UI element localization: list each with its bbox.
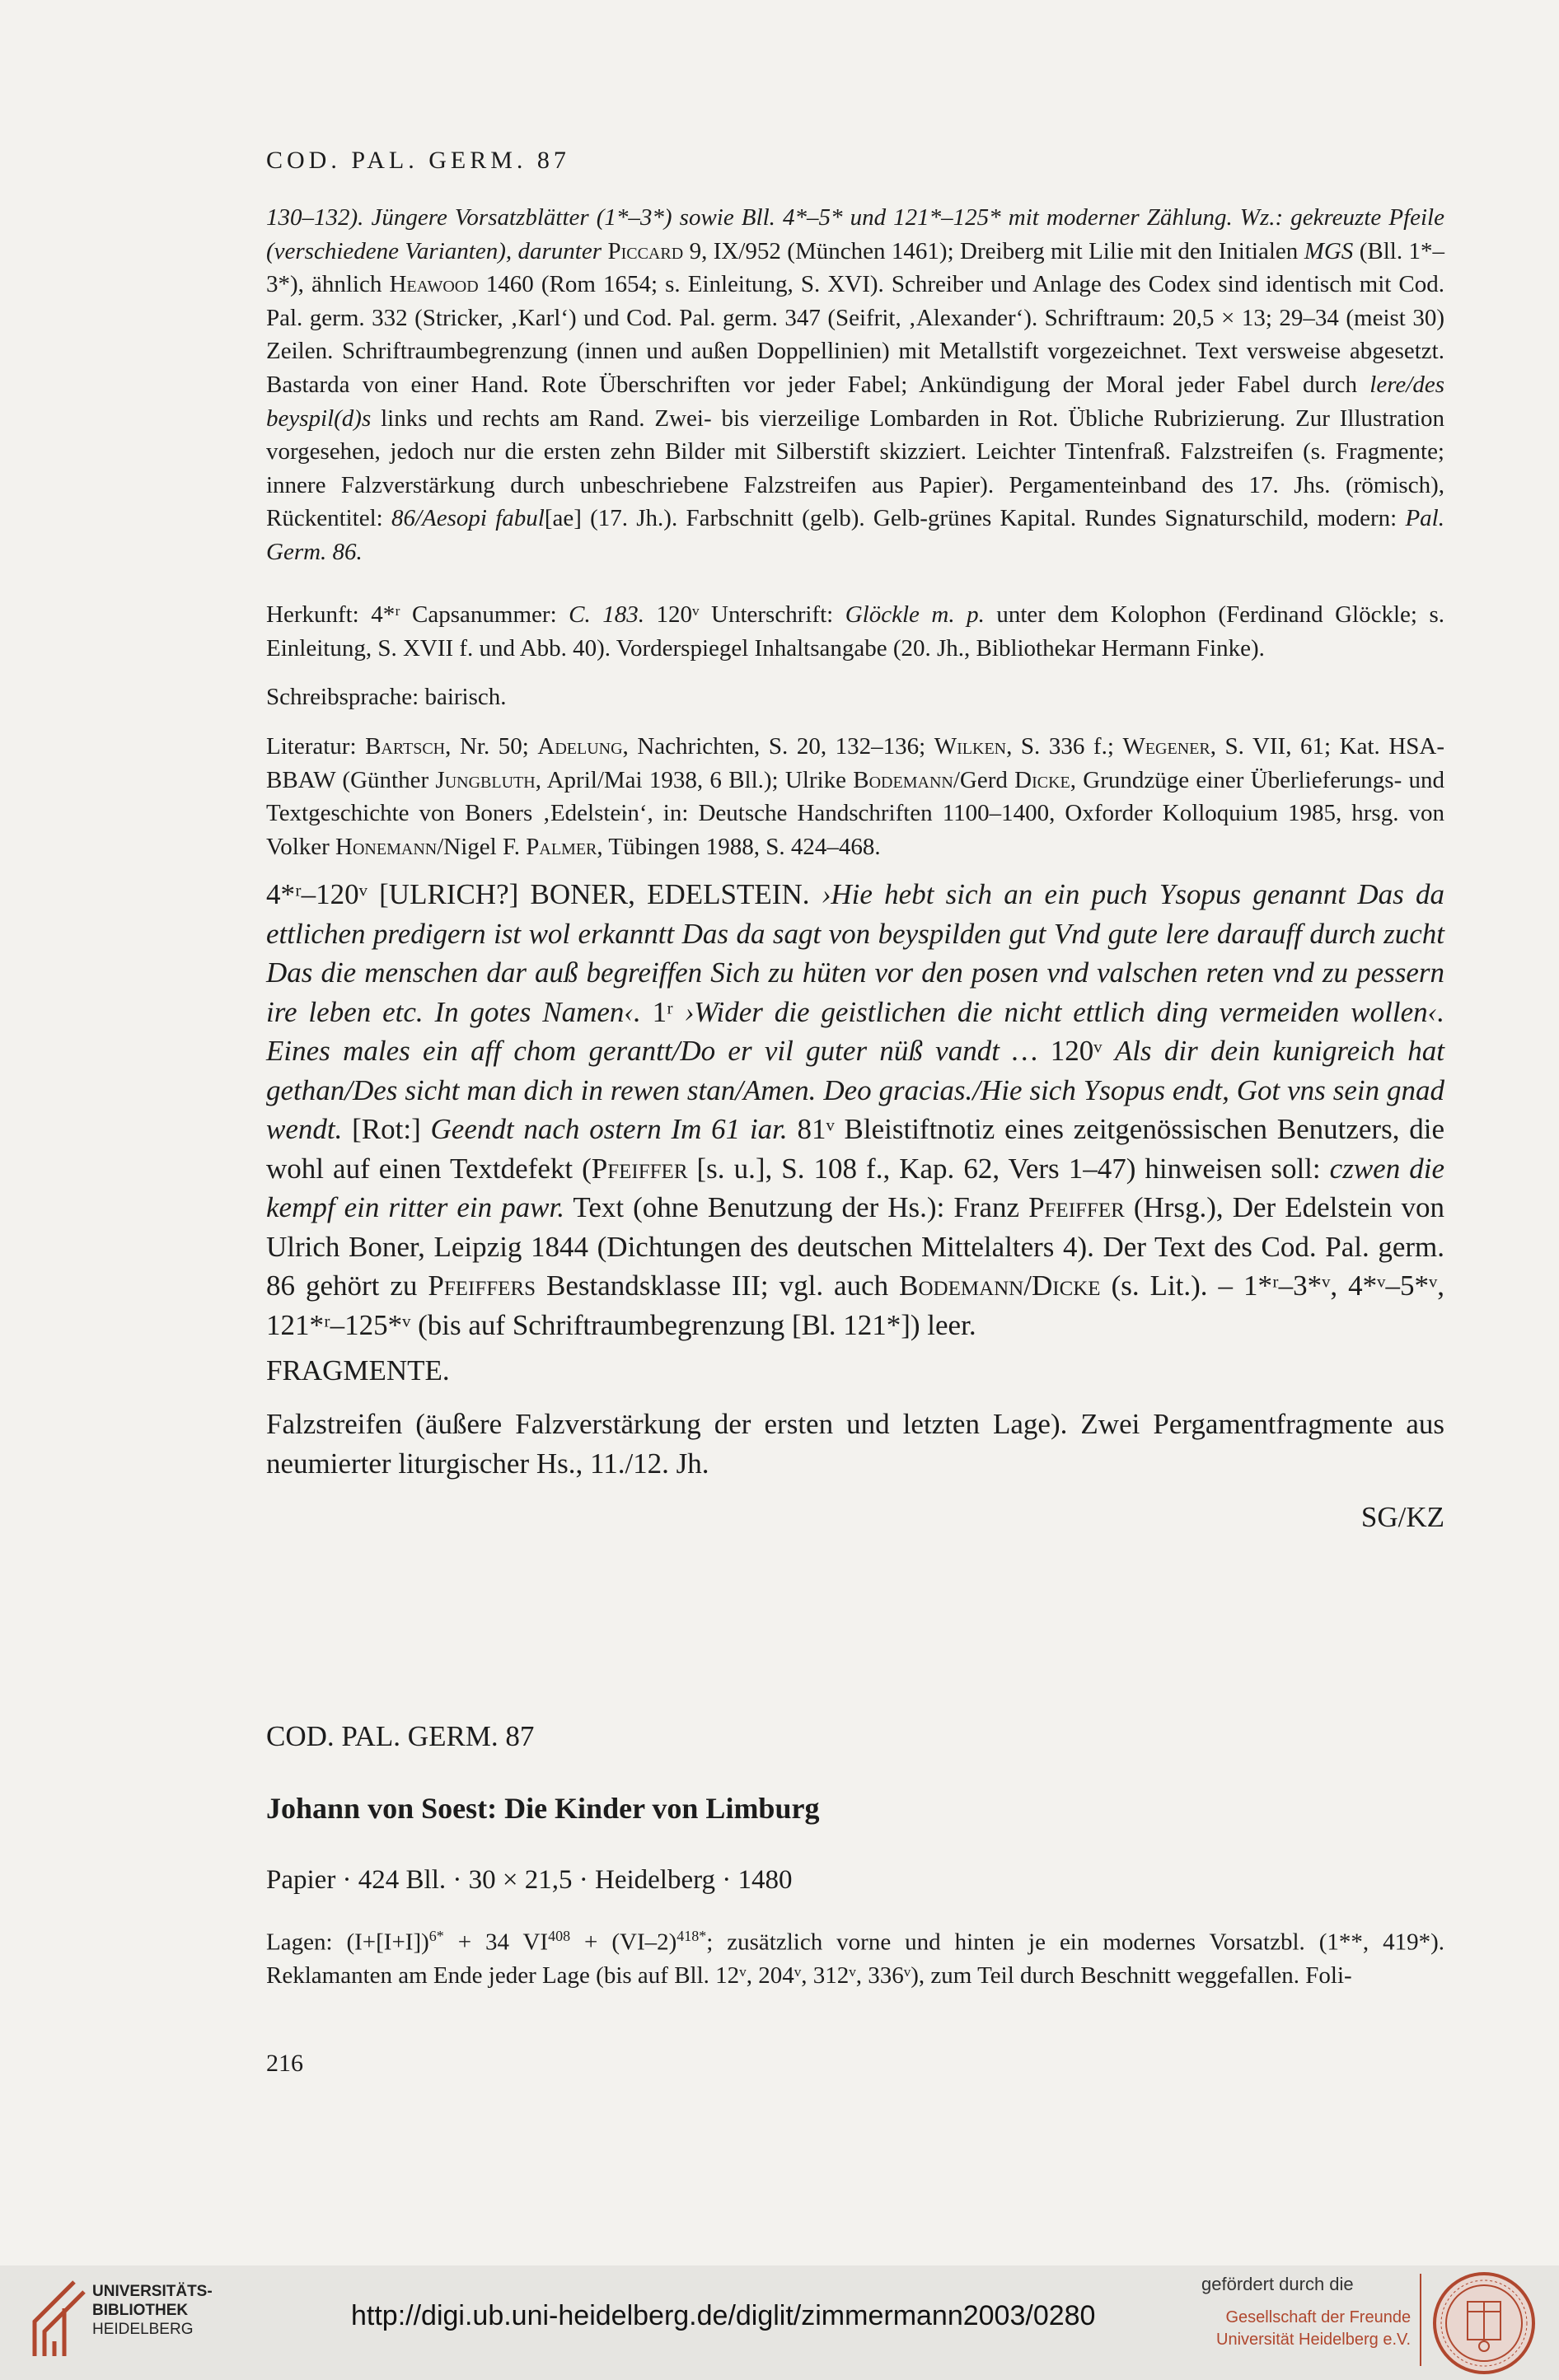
language-paragraph: Schreibsprache: bairisch. — [266, 684, 507, 710]
text-run: (s. Lit.). – 1*ʳ–3*ᵛ, 4*ᵛ–5*ᵛ, 121*ʳ–125*ᵛ (bis auf Schriftraumbegrenzung [Bl. 121*]) leer. — [266, 1269, 1444, 1341]
author-name: Pfeiffers — [428, 1269, 536, 1302]
provenance-paragraph — [266, 598, 1444, 665]
author-name: Jungbluth — [435, 766, 536, 793]
fragments-heading: FRAGMENTE. — [266, 1354, 450, 1386]
initials: MGS — [1304, 237, 1354, 264]
permalink[interactable]: http://digi.ub.uni-heidelberg.de/diglit/zimmermann2003/0280 — [351, 2300, 1096, 2331]
author-name: Wegener — [1122, 733, 1210, 760]
quoted-term: lere/des beyspil(d)s — [266, 371, 1444, 432]
text-run: ; zusätzlich vorne und hinten je ein modernes Vorsatzbl. (1**, 419*). Reklamanten am Ende jeder Lage (bis auf Bll. 12ᵛ, 204ᵛ, 312ᵛ, 336ᵛ), zum Teil durch Beschnitt weggefallen. Foli- — [266, 1929, 1444, 1990]
text-run: Lagen: (I+[I+I]) — [266, 1929, 429, 1956]
author-name: Bodemann — [899, 1269, 1024, 1302]
contents-paragraph — [266, 875, 1444, 1344]
colophon-text: Geendt nach ostern Im 61 iar. — [430, 1113, 788, 1145]
entry-meta: Papier · 424 Bll. · 30 × 21,5 · Heidelberg · 1480 — [266, 1865, 793, 1895]
literature-paragraph — [266, 730, 1444, 863]
author-name: Palmer — [526, 833, 597, 860]
text-run: 1ʳ — [640, 995, 685, 1028]
footer-divider — [1420, 2274, 1421, 2366]
explicit-text: Als dir dein kunigreich hat gethan/Des sicht man dich in rewen stan/Amen. Deo gracias./Hie sich Ysopus endt, Got vns sein gnad wendt. — [266, 1035, 1444, 1145]
text-run: , Grundzüge einer Überlieferungs- und Textgeschichte von Boners ‚Edelstein‘, in: Deutsche Handschriften 1100–1400, Oxforder Kolloquium 1985, hrsg. von Volker — [266, 766, 1445, 860]
text-run: 9, IX/952 (München 1461); Dreiberg mit Lilie mit den Initialen — [683, 237, 1304, 264]
text-run: + (VI–2) — [570, 1929, 677, 1956]
author-name: Dicke — [1014, 766, 1070, 793]
spine-title: 86/Aesopi fabul — [391, 505, 545, 532]
text-run: Herkunft: 4*ʳ Capsanummer: — [266, 601, 569, 628]
superscript: 418* — [677, 1928, 707, 1944]
text-run: (Bll. 1*–3*), ähnlich — [266, 237, 1444, 298]
library-logo-icon — [16, 2275, 92, 2363]
running-head: COD. PAL. GERM. 87 — [266, 147, 570, 174]
text-run: , Nachrichten, S. 20, 132–136; — [622, 733, 934, 760]
superscript: 408 — [548, 1928, 571, 1944]
sponsor-name-line: Gesellschaft der Freunde — [1225, 2308, 1412, 2326]
text-run: 120ᵛ Unterschrift: — [644, 601, 845, 628]
incipit-text: ›Hie hebt sich an ein puch Ysopus genannt Das da ettlichen predigern ist wol erkanntt Das da sagt von beyspilden gut Vnd gute lere darauff durch zucht Das die menschen dar auß begreiffen Sich zu hüten vor den posen vnd valschen reten vnd zu pessern ire leben etc. In gotes Namen‹. — [266, 878, 1444, 1028]
text-run: 1460 (Rom 1654; s. Einleitung, S. XVI). Schreiber und Anlage des Codex sind identisch mit Cod. Pal. germ. 332 (Stricker, ‚Karl‘) und Cod. Pal. germ. 347 (Seifrit, ‚Alexander‘). Schriftraum: 20,5 × 13; 29–34 (meist 30) Zeilen. Schriftraumbegrenzung (innen und außen Doppellinien) mit Metallstift vorgezeichnet. Text versweise abgesetzt. Bastarda von einer Hand. Rote Überschriften vor jeder Fabel; Ankündigung der Moral jeder Fabel durch — [266, 271, 1444, 398]
library-name-line: UNIVERSITÄTS- — [92, 2283, 213, 2300]
author-name: Pfeiffer — [1028, 1191, 1125, 1223]
text-run: (Hrsg.), Der Edelstein von Ulrich Boner, Leipzig 1844 (Dichtungen des deutschen Mittelalters 4). Der Text des Cod. Pal. germ. 86 gehört zu — [266, 1191, 1444, 1302]
text-run: /Nigel F. — [437, 833, 527, 860]
text-run: , April/Mai 1938, 6 Bll.); Ulrike — [535, 766, 854, 793]
text-run: [s. u.], S. 108 f., Kap. 62, Vers 1–47) hinweisen soll: — [687, 1152, 1330, 1185]
author-name: Bodemann — [853, 766, 953, 793]
entry-title: Johann von Soest: Die Kinder von Limburg — [266, 1792, 820, 1825]
author-name: Bartsch — [365, 733, 446, 760]
author-name: Dicke — [1031, 1269, 1101, 1302]
text-run: Bestandsklasse III; vgl. auch — [536, 1269, 900, 1302]
shelfmark-label: Pal. Germ. 86. — [266, 505, 1444, 565]
sponsor-name — [1216, 2307, 1411, 2351]
incipit-text: ›Wider die geistlichen die nicht ettlich ding vermeiden wollen‹. Eines males ein aff chom gerantt/Do er vil guter nüß vandt … — [266, 995, 1445, 1067]
sponsor-name-line: Universität Heidelberg e.V. — [1216, 2331, 1412, 2349]
text-run: , S. 336 f.; — [1006, 733, 1123, 760]
text-run: 4*ʳ–120ᵛ [ULRICH?] BONER, EDELSTEIN. — [266, 878, 822, 910]
editor-signature: SG/KZ — [1360, 1501, 1444, 1533]
library-name — [92, 2282, 213, 2339]
text-run: Text (ohne Benutzung der Hs.): Franz — [564, 1191, 1029, 1223]
text-run: + 34 VI — [443, 1929, 549, 1956]
text-run: links und rechts am Rand. Zwei- bis vierzeilige Lombarden in Rot. Übliche Rubrizierung. Zur Illustration vorgesehen, jedoch nur die ersten zehn Bilder mit Silberstift skizziert. Leichter Tintenfraß. Falzstreifen (s. Fragmente; innere Falzverstärkung durch unbeschriebene Falzstreifen aus Papier). Pergamenteinband des 17. Jhs. (römisch), Rückentitel: — [266, 404, 1444, 532]
superscript: 6* — [428, 1928, 444, 1944]
library-name-line: BIBLIOTHEK — [92, 2302, 189, 2319]
author-name: Honemann — [335, 833, 438, 860]
text-run: [ae] (17. Jh.). Farbschnitt (gelb). Gelb-grünes Kapital. Rundes Signaturschild, modern: — [544, 505, 1406, 532]
text-run: unter dem Kolophon (Ferdinand Glöckle; s. Einleitung, S. XVII f. und Abb. 40). Vorderspiegel Inhaltsangabe (20. Jh., Bibliothekar Hermann Finke). — [266, 601, 1445, 662]
author-name: Wilken — [934, 733, 1007, 760]
quires-paragraph — [266, 1919, 1444, 1993]
text-run: 130–132). Jüngere Vorsatzblätter (1*–3*) sowie Bll. 4*–5* und 121*–125* mit moderner Zählung. Wz.: gekreuzte Pfeile (verschiedene Varianten), darunter — [266, 204, 1444, 264]
capsa-number: C. 183. — [569, 601, 644, 628]
signature-text: Glöckle m. p. — [845, 601, 985, 628]
text-run: [Rot:] — [342, 1113, 431, 1145]
author-name: Heawood — [389, 271, 479, 298]
university-seal-icon — [1431, 2270, 1537, 2376]
author-name: Adelung — [537, 733, 623, 760]
library-name-line: HEIDELBERG — [92, 2321, 194, 2338]
text-run: , Tübingen 1988, S. 424–468. — [597, 833, 881, 860]
fragments-text: Falzstreifen (äußere Falzverstärkung der ersten und letzten Lage). Zwei Pergamentfragmente aus neumierter liturgischer Hs., 11./12. Jh. — [266, 1408, 1444, 1480]
shelfmark-heading: COD. PAL. GERM. 87 — [266, 1720, 535, 1752]
author-name: Pfeiffer — [591, 1152, 688, 1185]
text-run: , Nr. 50; — [445, 733, 538, 760]
author-name: Piccard — [607, 237, 684, 264]
text-run: , S. VII, 61; Kat. HSA-BBAW (Günther — [266, 733, 1444, 793]
text-run: /Gerd — [953, 766, 1015, 793]
text-run: Literatur: — [266, 733, 366, 760]
description-paragraph — [266, 201, 1444, 569]
text-run: 120ᵛ — [1037, 1035, 1115, 1067]
funded-by-label: gefördert durch die — [1201, 2274, 1354, 2294]
text-run: 81ᵛ Bleistiftnotiz eines zeitgenössischen Benutzers, die wohl auf einen Textdefekt ( — [266, 1113, 1444, 1185]
text-run: / — [1023, 1269, 1032, 1302]
note-quote: czwen die kempf ein ritter ein pawr. — [266, 1152, 1444, 1223]
page-number: 216 — [266, 2050, 303, 2077]
